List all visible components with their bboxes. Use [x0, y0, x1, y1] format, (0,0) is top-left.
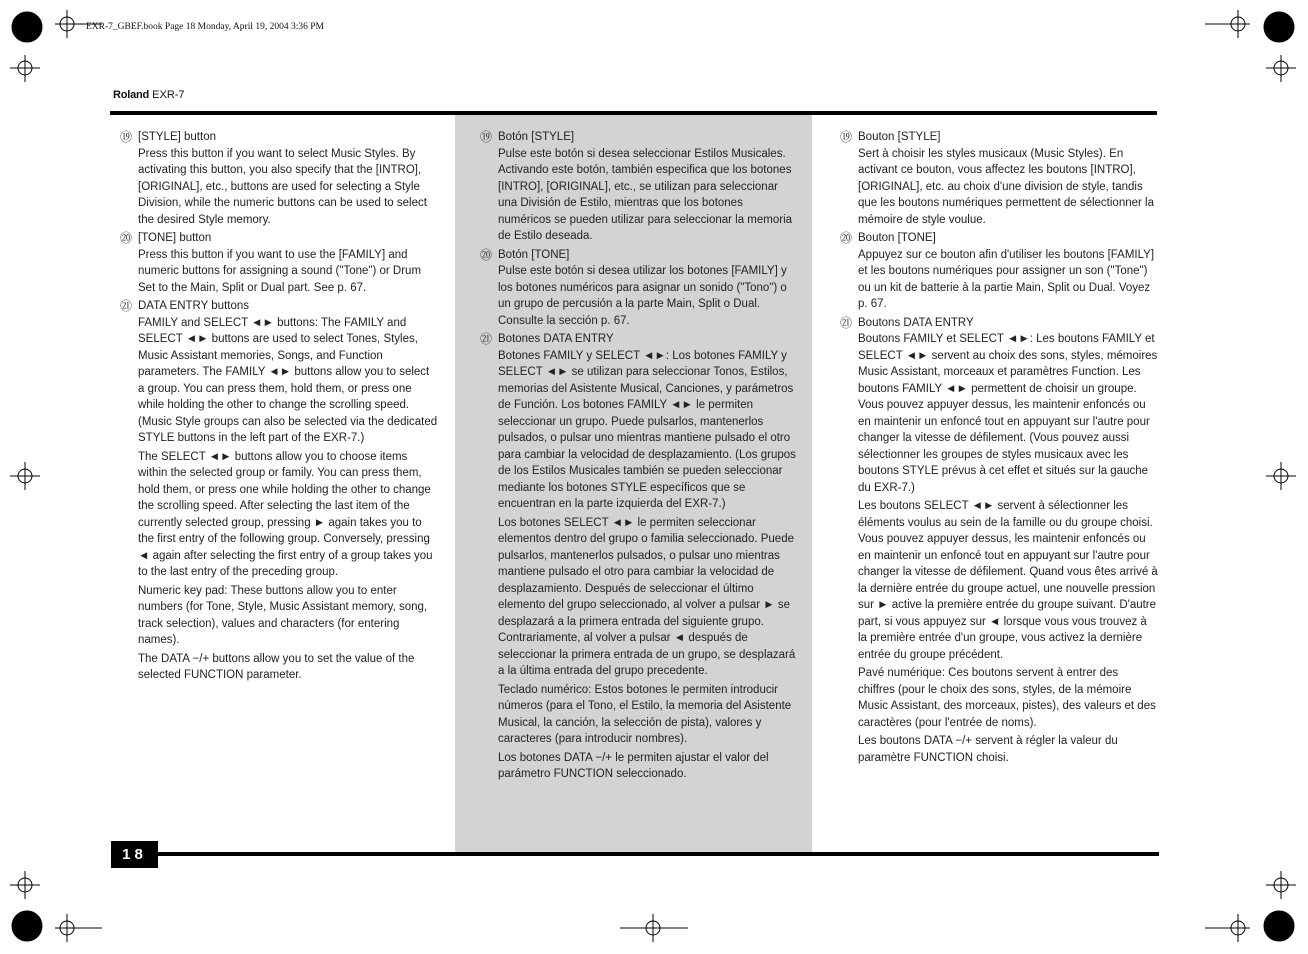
paragraph: Pavé numérique: Ces boutons servent à entrer des chiffres (pour le choix des sons, styles, de la mémoire Music Assistant, des morceaux, pistes), des valeurs et des caractères (pour l'entrée de noms). — [858, 667, 1156, 729]
brand-logo: Roland — [113, 89, 150, 101]
section-heading: ⑳ Bouton [TONE] — [840, 231, 936, 245]
brand-header — [113, 89, 185, 101]
paragraph: Numeric key pad: These buttons allow you to enter numbers (for Tone, Style, Music Assistant memory, song, track selection), values and characters (for entering names). — [138, 584, 428, 646]
english-column — [120, 127, 438, 686]
paragraph: Sert à choisir les styles musicaux (Music Styles). En activant ce bouton, vous affectez les boutons [INTRO], [ORIGINAL], etc. au choix d'une division de style, tandis que les boutons numériques permettent de sélectionner la mémoire de style voulue. — [858, 147, 1154, 226]
section-heading: ⑲ Botón [STYLE] — [480, 130, 575, 144]
paragraph: Botones FAMILY y SELECT ◄►: Los botones FAMILY y SELECT ◄► se utilizan para seleccionar Tonos, Estilos, memorias del Asistente Musical, Canciones, y parámetros de Función. Los botones FAMILY ◄► le permiten seleccionar un grupo. Puede pulsarlos, mantenerlos pulsados, o pulsar uno mientras mantiene pulsado el otro para cambiar la velocidad de desplazamiento. (Los grupos de los Estilos Musicales también se pueden seleccionar mediante los botones STYLE específicos que se encuentran en la parte izquierda del EXR-7.) — [498, 349, 796, 510]
spanish-column — [480, 127, 798, 785]
section-heading: ⑲ [STYLE] button — [120, 130, 216, 144]
paragraph: Les boutons SELECT ◄► servent à sélectionner les éléments voulus au sein de la famille ou du groupe choisi. Vous pouvez appuyer dessus, les maintenir enfoncés ou en maintenir un enfoncé tout en appuyant sur l'autre pour changer la vitesse de défilement. Quand vous êtes arrivé à la dernière entrée du groupe actuel, une nouvelle pression sur ► active la première entrée du groupe suivant. D'autre part, si vous appuyez sur ◄ lorsque vous vous trouvez à la première entrée d'un groupe, vous activez la dernière entrée du groupe précédent. — [858, 500, 1158, 661]
paragraph: Los botones SELECT ◄► le permiten seleccionar elementos dentro del grupo o familia seleccionado. Puede pulsarlos, mantenerlos pulsados, o pulsar uno mientras mantiene pulsado el otro para cambiar la velocidad de desplazamiento. Después de seleccionar el último elemento del grupo seleccionado, al volver a pulsar ► se desplazará a la primera entrada del siguiente grupo. Contrariamente, al volver a pulsar ◄ después de seleccionar la primera entrada de un grupo, se desplazará a la última entrada del grupo precedente. — [498, 516, 796, 677]
section-heading: ㉑ Boutons DATA ENTRY — [840, 315, 974, 330]
section-heading: ⑲ Bouton [STYLE] — [840, 130, 941, 144]
paragraph: Teclado numérico: Estos botones le permiten introducir números (para el Tono, el Estilo, la memoria del Asistente Musical, la canción, la selección de pista), valores y caracteres (para introducir nombres). — [498, 683, 792, 745]
section-heading: ⑳ Botón [TONE] — [480, 247, 570, 262]
paragraph: Boutons FAMILY et SELECT ◄►: Les boutons FAMILY et SELECT ◄► servent au choix des sons, styles, mémoires Music Assistant, morceaux et paramètres Function. Les boutons FAMILY ◄► permettent de choisir un groupe. Vous pouvez appuyer dessus, les maintenir enfoncés ou en maintenir un enfoncé tout en appuyant sur l'autre pour changer la vitesse de défilement. (Vous pouvez aussi sélectionner les groupes de styles musicaux avec les boutons STYLE prévus à cet effet et situés sur la gauche du EXR-7.) — [858, 333, 1158, 494]
paragraph: The DATA −/+ buttons allow you to set the value of the selected FUNCTION parameter. — [138, 652, 415, 681]
section-heading: ㉑ DATA ENTRY buttons — [120, 299, 250, 313]
paragraph: Les boutons DATA −/+ servent à régler la valeur du paramètre FUNCTION choisi. — [858, 735, 1118, 764]
paragraph: Appuyez sur ce bouton afin d'utiliser les boutons [FAMILY] et les boutons numériques pour assigner un son ("Tone") ou un kit de batterie à la partie Main, Split ou Dual. Voyez p. 67. — [858, 248, 1155, 310]
paragraph: Pulse este botón si desea utilizar los botones [FAMILY] y los botones numéricos para asignar un sonido ("Tono") o un grupo de percusión a la parte Main, Split o Dual. Consulte la sección p. 67. — [498, 265, 787, 327]
paragraph: The SELECT ◄► buttons allow you to choose items within the selected group or family. You can press them, hold them, or press one while holding the other to change the scrolling speed. After selecting the last item of the currently selected group, pressing ► again takes you to the first entry of the following group. Conversely, pressing ◄ again after selecting the first entry of a group takes you to the last entry of the preceding group. — [138, 450, 433, 578]
model-name: EXR-7 — [152, 89, 185, 101]
paragraph: Press this button if you want to use the [FAMILY] and numeric buttons for assigning a sound ("Tone") or Drum Set to the Main, Split or Dual part. See p. 67. — [138, 248, 422, 294]
page-number: 18 — [111, 841, 158, 868]
book-info-line: EXR-7_GBEF.book Page 18 Monday, April 19, 2004 3:36 PM — [86, 22, 324, 32]
paragraph: Press this button if you want to select Music Styles. By activating this button, you also specify that the [INTRO], [ORIGINAL], etc., buttons are used for selecting a Style Division, while the numeric buttons can be used to select the desired Style memory. — [138, 147, 427, 226]
bottom-rule — [158, 852, 1159, 856]
paragraph: Pulse este botón si desea seleccionar Estilos Musicales. Activando este botón, también especifica que los botones [INTRO], [ORIGINAL], etc., se utilizan para seleccionar una División de Estilo, mientras que los botones numéricos se pueden utilizar para seleccionar la memoria de Estilo deseada. — [498, 147, 793, 242]
section-heading: ⑳ [TONE] button — [120, 231, 212, 245]
section-heading: ㉑ Botones DATA ENTRY — [480, 332, 614, 346]
paragraph: FAMILY and SELECT ◄► buttons: The FAMILY and SELECT ◄► buttons are used to select Tones, Styles, Music Assistant memories, Songs, and Function parameters. The FAMILY ◄► buttons allow you to select a group. You can press them, hold them, or press one while holding the other to change the scrolling speed. (Music Style groups can also be selected via the dedicated STYLE buttons in the left part of the EXR-7.) — [138, 316, 438, 444]
paragraph: Los botones DATA −/+ le permiten ajustar el valor del parámetro FUNCTION seleccionado. — [498, 751, 769, 780]
french-column — [840, 127, 1158, 768]
